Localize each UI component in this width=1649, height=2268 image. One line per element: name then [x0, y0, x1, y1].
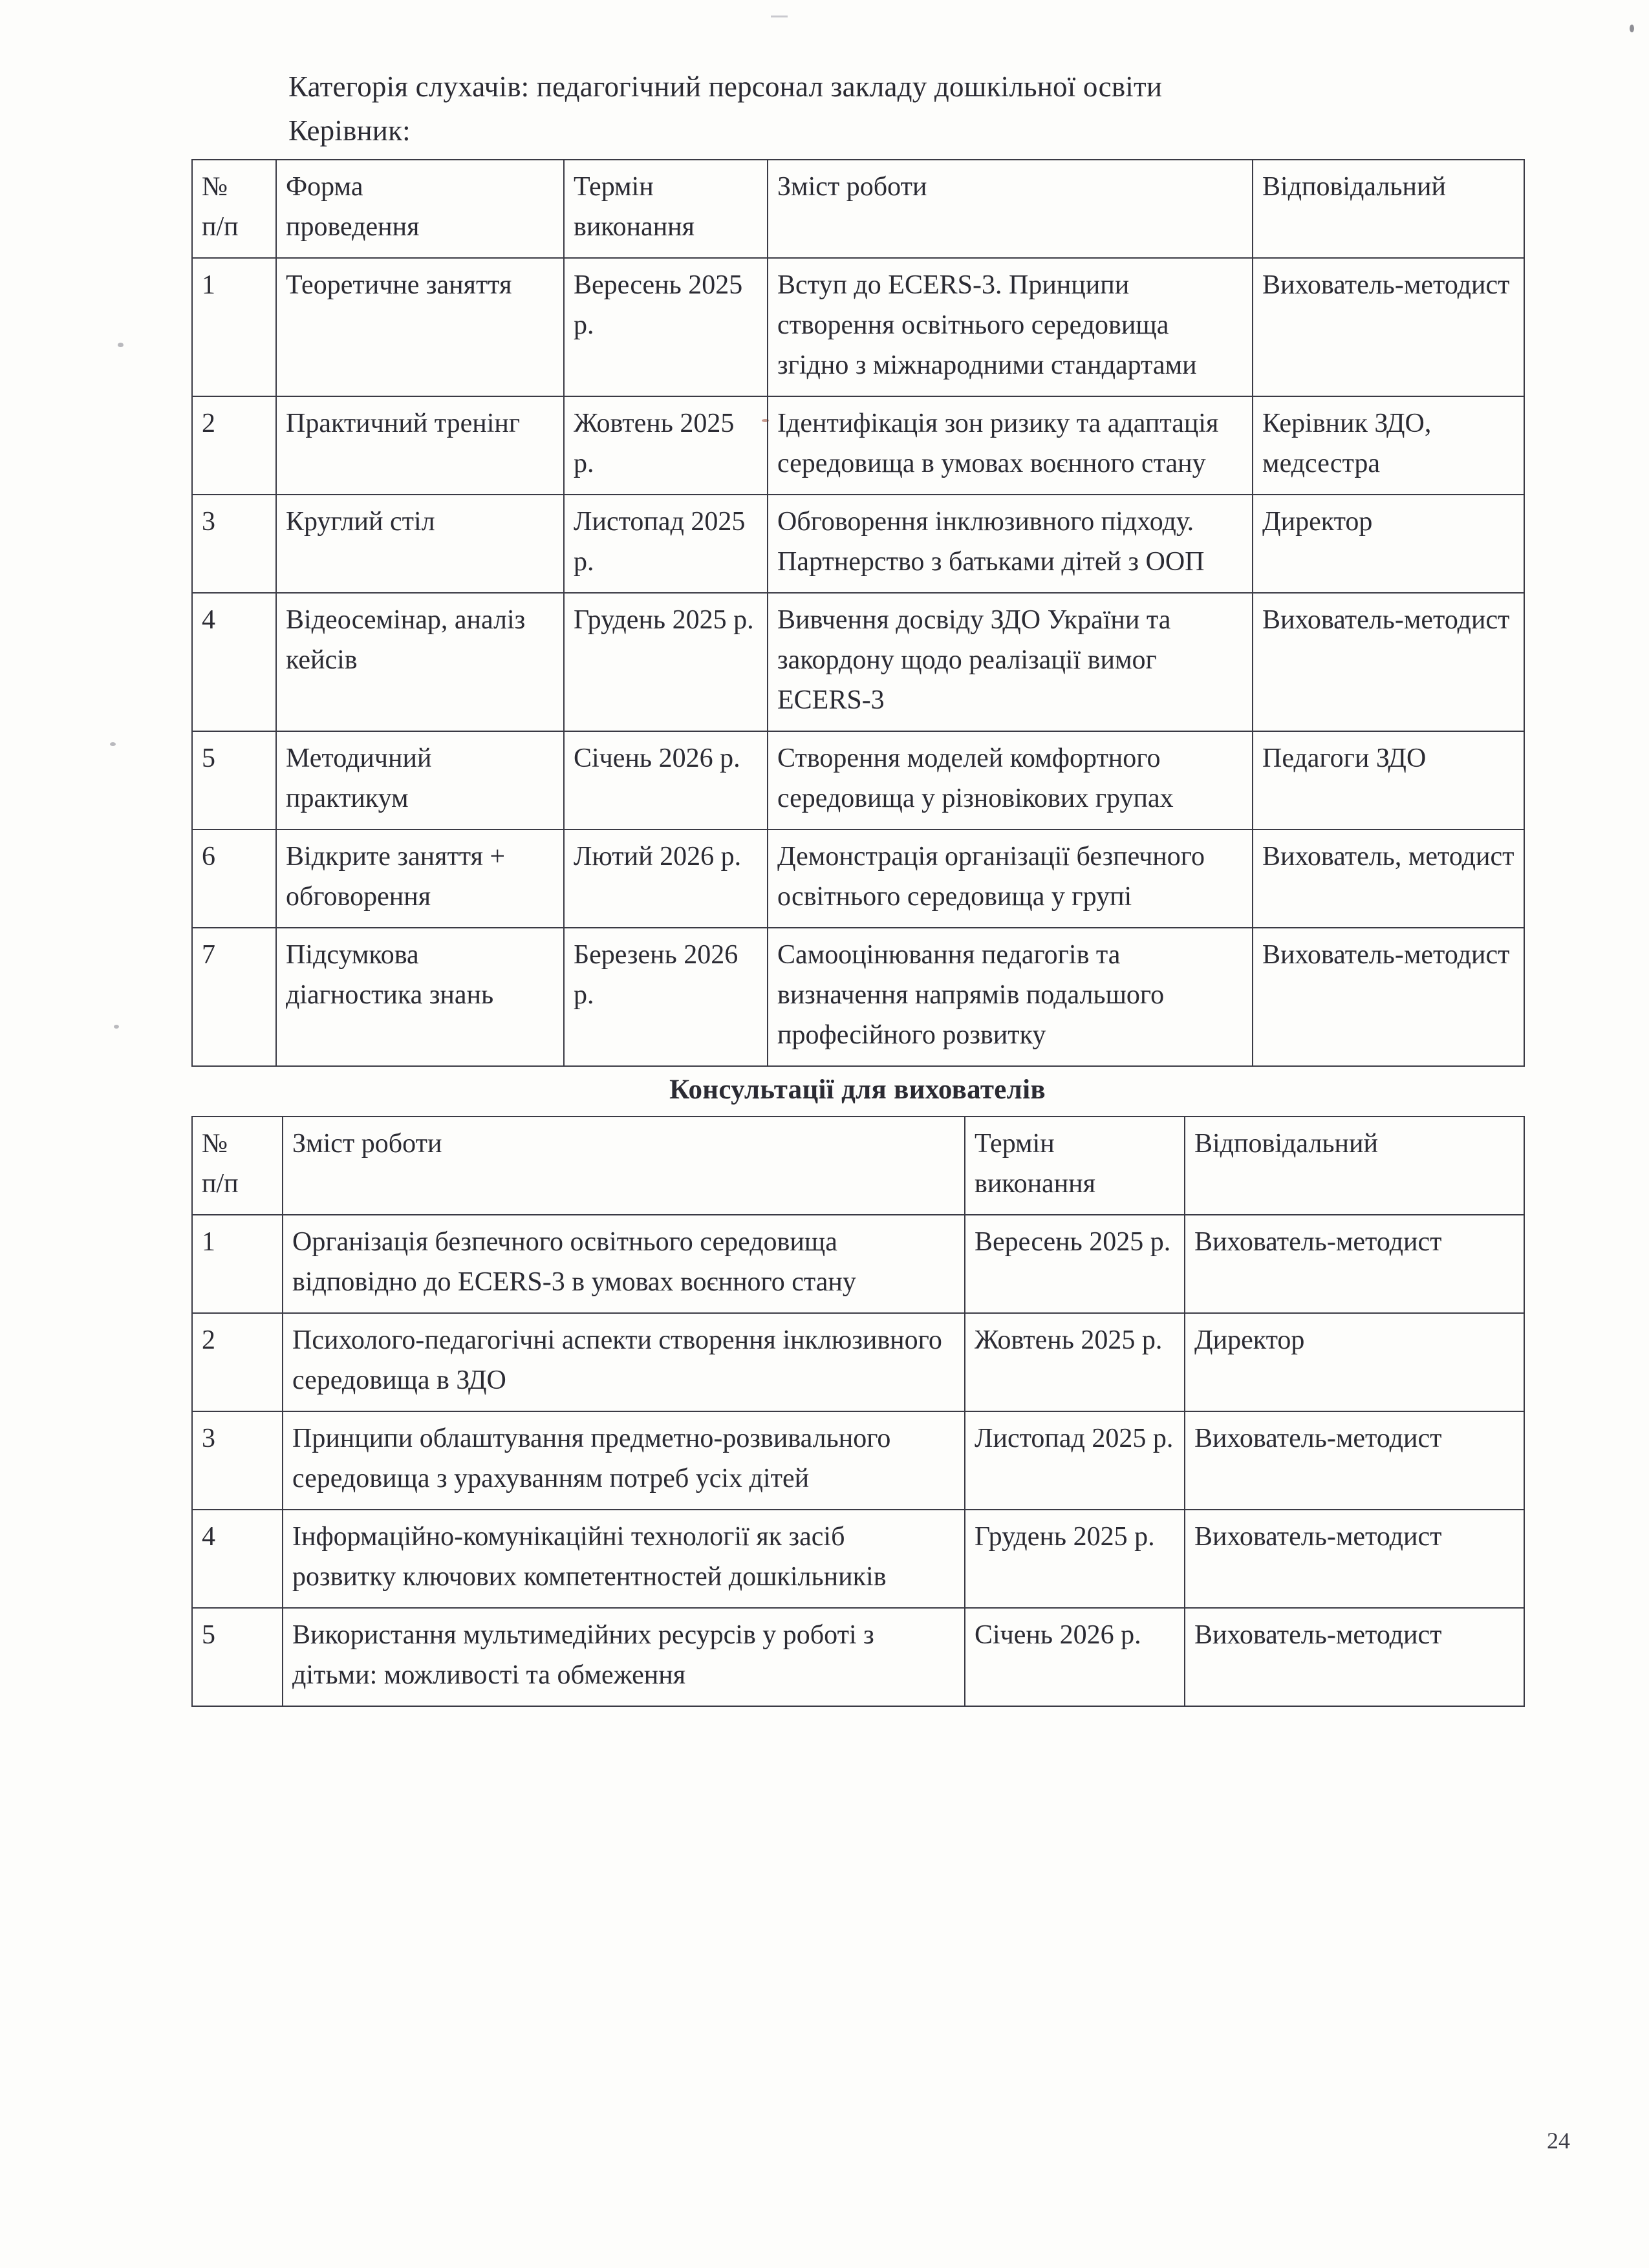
row-responsible: Вихователь-методист	[1185, 1411, 1524, 1510]
column-header-form-bottom: проведення	[286, 212, 420, 242]
column-header-responsible-top: Відповідальний	[1194, 1129, 1378, 1159]
row-number: 5	[192, 1608, 283, 1706]
row-number: 2	[192, 396, 276, 495]
row-content: Вивчення досвіду ЗДО України та закордону щодо реалізації вимог ECERS-3	[768, 593, 1253, 731]
row-content: Використання мультимедійних ресурсів у роботі з дітьми: можливості та обмеження	[283, 1608, 965, 1706]
column-header-content	[768, 160, 1253, 258]
row-number: 1	[192, 258, 276, 396]
row-responsible: Вихователь-методист	[1253, 593, 1524, 731]
row-number: 4	[192, 1510, 283, 1608]
column-header-term-top: Термін	[975, 1129, 1055, 1159]
column-header-content-top: Зміст роботи	[292, 1129, 442, 1159]
row-term: Листопад 2025 р.	[564, 495, 768, 593]
table-row	[192, 928, 1524, 1066]
row-responsible: Вихователь-методист	[1253, 258, 1524, 396]
column-header-form-top: Форма	[286, 172, 363, 202]
row-form: Теоретичне заняття	[276, 258, 564, 396]
column-header-number-top: №	[202, 172, 228, 202]
supervisor-label-line: Керівник:	[288, 114, 411, 147]
row-responsible: Директор	[1185, 1313, 1524, 1411]
column-header-responsible	[1253, 160, 1524, 258]
row-content: Інформаційно-комунікаційні технології як засіб розвитку ключових компетентностей дошкільників	[283, 1510, 965, 1608]
row-term: Березень 2026 р.	[564, 928, 768, 1066]
section-heading-consultations: Консультації для вихователів	[669, 1075, 1046, 1105]
row-term: Січень 2026 р.	[965, 1608, 1185, 1706]
row-form: Відеосемінар, аналіз кейсів	[276, 593, 564, 731]
table-row	[192, 396, 1524, 495]
row-number: 4	[192, 593, 276, 731]
row-term: Листопад 2025 р.	[965, 1411, 1185, 1510]
row-content: Створення моделей комфортного середовища у різновікових групах	[768, 731, 1253, 829]
table-row	[192, 1313, 1524, 1411]
row-responsible: Вихователь-методист	[1253, 928, 1524, 1066]
row-content: Принципи облаштування предметно-розвивального середовища з урахуванням потреб усіх дітей	[283, 1411, 965, 1510]
row-responsible: Вихователь-методист	[1185, 1215, 1524, 1313]
table-row	[192, 1411, 1524, 1510]
table-row	[192, 1608, 1524, 1706]
row-content: Вступ до ECERS-3. Принципи створення освітнього середовища згідно з міжнародними стандартами	[768, 258, 1253, 396]
row-responsible: Педагоги ЗДО	[1253, 731, 1524, 829]
table-row	[192, 829, 1524, 928]
row-term: Вересень 2025 р.	[965, 1215, 1185, 1313]
row-responsible: Керівник ЗДО, медсестра	[1253, 396, 1524, 495]
column-header-term-top: Термін	[574, 172, 654, 202]
row-content: Самооцінювання педагогів та визначення напрямів подальшого професійного розвитку	[768, 928, 1253, 1066]
row-responsible: Вихователь, методист	[1253, 829, 1524, 928]
scan-artifact	[1630, 25, 1634, 32]
table-row	[192, 258, 1524, 396]
row-number: 1	[192, 1215, 283, 1313]
row-content: Психолого-педагогічні аспекти створення інклюзивного середовища в ЗДО	[283, 1313, 965, 1411]
table-row	[192, 1510, 1524, 1608]
column-header-number	[192, 160, 276, 258]
scan-artifact	[110, 742, 116, 746]
row-form: Підсумкова діагностика знань	[276, 928, 564, 1066]
row-form: Практичний тренінг	[276, 396, 564, 495]
column-header-term-bottom: виконання	[574, 212, 695, 242]
row-number: 3	[192, 1411, 283, 1510]
row-number: 2	[192, 1313, 283, 1411]
row-content: Демонстрація організації безпечного освітнього середовища у групі	[768, 829, 1253, 928]
training-plan-table	[191, 159, 1525, 1067]
scan-artifact	[771, 16, 788, 17]
column-header-number	[192, 1117, 283, 1215]
table-header-row	[192, 160, 1524, 258]
row-term: Жовтень 2025 р.	[564, 396, 768, 495]
row-number: 5	[192, 731, 276, 829]
scan-artifact	[118, 343, 124, 347]
column-header-term	[564, 160, 768, 258]
column-header-content-top: Зміст роботи	[777, 172, 927, 202]
table-header-row	[192, 1117, 1524, 1215]
column-header-form	[276, 160, 564, 258]
column-header-term	[965, 1117, 1185, 1215]
row-content: Обговорення інклюзивного підходу. Партнерство з батьками дітей з ООП	[768, 495, 1253, 593]
column-header-number-bottom: п/п	[202, 212, 239, 242]
column-header-content	[283, 1117, 965, 1215]
table-row	[192, 1215, 1524, 1313]
column-header-responsible	[1185, 1117, 1524, 1215]
row-responsible: Вихователь-методист	[1185, 1510, 1524, 1608]
table-row	[192, 495, 1524, 593]
table-row	[192, 593, 1524, 731]
row-term: Жовтень 2025 р.	[965, 1313, 1185, 1411]
column-header-number-top: №	[202, 1129, 228, 1159]
row-content: Організація безпечного освітнього середовища відповідно до ECERS-3 в умовах воєнного стану	[283, 1215, 965, 1313]
row-term: Січень 2026 р.	[564, 731, 768, 829]
column-header-term-bottom: виконання	[975, 1169, 1095, 1199]
page-number: 24	[1547, 2128, 1570, 2154]
row-responsible: Вихователь-методист	[1185, 1608, 1524, 1706]
row-term: Грудень 2025 р.	[564, 593, 768, 731]
row-content: Ідентифікація зон ризику та адаптація середовища в умовах воєнного стану	[768, 396, 1253, 495]
row-number: 7	[192, 928, 276, 1066]
row-form: Відкрите заняття + обговорення	[276, 829, 564, 928]
row-number: 6	[192, 829, 276, 928]
row-form: Методичний практикум	[276, 731, 564, 829]
column-header-responsible-top: Відповідальний	[1262, 172, 1446, 202]
row-term: Грудень 2025 р.	[965, 1510, 1185, 1608]
scan-artifact	[114, 1025, 119, 1029]
table-row	[192, 731, 1524, 829]
row-term: Лютий 2026 р.	[564, 829, 768, 928]
row-responsible: Директор	[1253, 495, 1524, 593]
document-content	[191, 65, 1524, 1707]
consultations-table	[191, 1116, 1525, 1707]
audience-category-line: Категорія слухачів: педагогічний персонал закладу дошкільної освіти	[288, 70, 1163, 103]
row-form: Круглий стіл	[276, 495, 564, 593]
row-term: Вересень 2025 р.	[564, 258, 768, 396]
row-number: 3	[192, 495, 276, 593]
column-header-number-bottom: п/п	[202, 1169, 239, 1199]
